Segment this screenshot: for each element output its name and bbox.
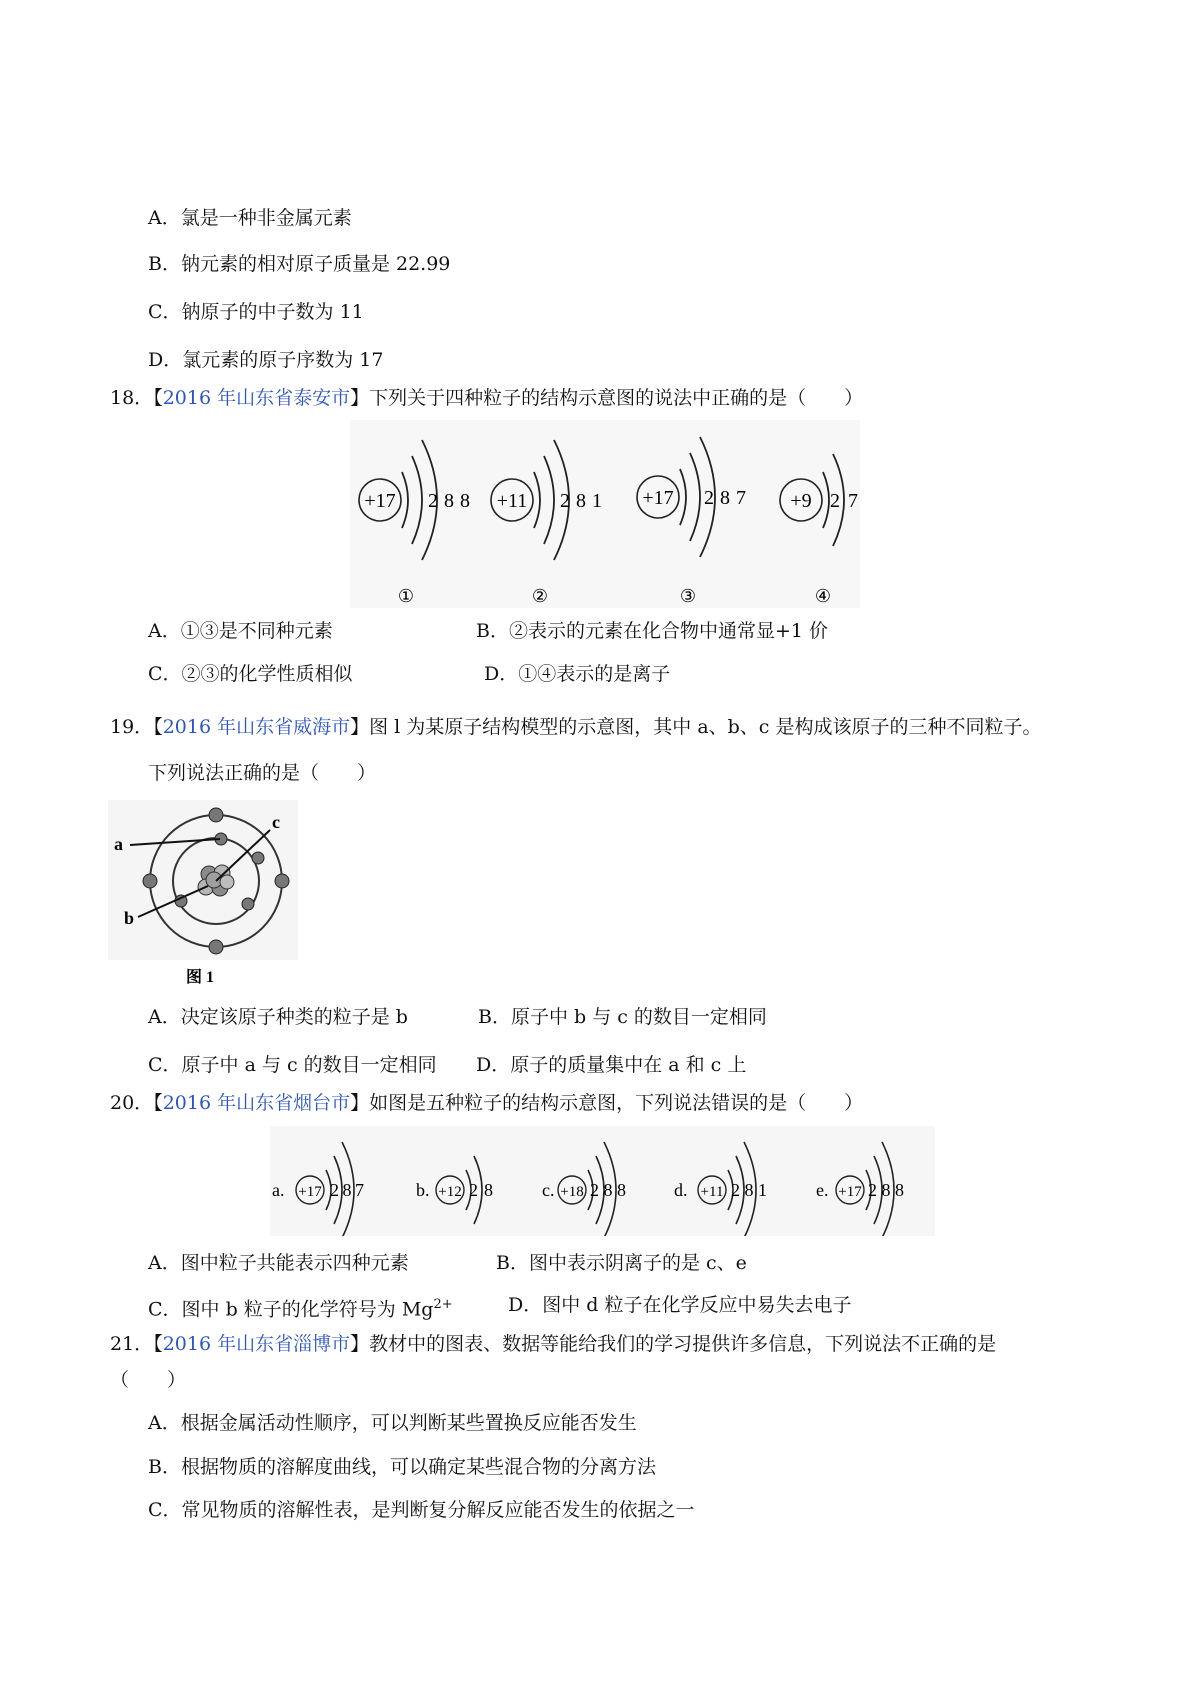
q20-option-c-text: C．图中 b 粒子的化学符号为 Mg — [148, 1298, 434, 1321]
q18-option-c: C．②③的化学性质相似 — [148, 663, 353, 685]
q21-bracket-open: 【 — [153, 1333, 163, 1355]
q18-bracket-open: 【 — [153, 387, 163, 409]
particle-letter: b. — [416, 1180, 430, 1200]
q20-option-d: D．图中 d 粒子在化学反应中易失去电子 — [508, 1294, 852, 1316]
q18-number: 18． — [110, 387, 154, 409]
q21-number: 21． — [110, 1333, 154, 1355]
q18-option-a: A．①③是不同种元素 — [148, 620, 333, 642]
electron-counts: 2 8 — [469, 1180, 493, 1200]
q19-bracket-close: 】 — [350, 716, 370, 738]
q20-option-c-charge: 2+ — [433, 1297, 453, 1312]
q18-stem: 下列关于四种粒子的结构示意图的说法中正确的是（ ） — [369, 387, 864, 409]
q21-option-c: C．常见物质的溶解性表，是判断复分解反应能否发生的依据之一 — [148, 1499, 695, 1521]
q19-stem: 图 l 为某原子结构模型的示意图，其中 a、b、c 是构成该原子的三种不同粒子。 — [369, 716, 1042, 738]
particle-letter: d. — [674, 1180, 688, 1200]
q17-option-c: C．钠原子的中子数为 11 — [148, 301, 364, 323]
q21-option-a: A．根据金属活动性顺序，可以判断某些置换反应能否发生 — [148, 1412, 637, 1434]
q19-atom-model-figure — [108, 800, 298, 988]
particle-letter: a. — [272, 1180, 285, 1200]
nucleus-charge: +17 — [642, 487, 674, 509]
electron-counts: 2 8 7 — [330, 1180, 364, 1200]
electron-counts: 2 7 — [830, 490, 858, 512]
nucleus-charge: +17 — [364, 490, 396, 512]
q21-stem: 教材中的图表、数据等能给我们的学习提供许多信息，下列说法不正确的是 — [369, 1333, 997, 1355]
q19-bracket-open: 【 — [153, 716, 163, 738]
q20-source: 2016 年山东省烟台市 — [162, 1092, 351, 1114]
q20-heading — [110, 1090, 863, 1116]
electron-counts: 2 8 8 — [590, 1180, 626, 1200]
electron-counts: 2 8 1 — [731, 1180, 767, 1200]
q19-option-d: D．原子的质量集中在 a 和 c 上 — [476, 1054, 747, 1076]
q19-option-c: C．原子中 a 与 c 的数目一定相同 — [148, 1054, 437, 1076]
electron-counts: 2 8 7 — [704, 487, 746, 509]
q20-number: 20． — [110, 1092, 154, 1114]
particle-label: ④ — [814, 586, 832, 606]
q18-heading — [110, 385, 863, 411]
q19-option-a: A．决定该原子种类的粒子是 b — [148, 1006, 408, 1028]
nucleus-charge: +11 — [700, 1184, 724, 1200]
q17-option-b: B．钠元素的相对原子质量是 22.99 — [148, 253, 451, 275]
particle-letter: e. — [816, 1180, 829, 1200]
q20-stem: 如图是五种粒子的结构示意图，下列说法错误的是（ ） — [369, 1092, 864, 1114]
q21-option-b: B．根据物质的溶解度曲线，可以确定某些混合物的分离方法 — [148, 1456, 656, 1478]
nucleus-charge: +12 — [438, 1184, 462, 1200]
particle-letter: c. — [542, 1180, 555, 1200]
q19-number: 19． — [110, 716, 154, 738]
q18-bracket-close: 】 — [350, 387, 370, 409]
q21-source: 2016 年山东省淄博市 — [162, 1333, 351, 1355]
q20-option-c — [148, 1292, 453, 1322]
nucleus-charge: +9 — [790, 490, 812, 512]
figure-caption: 图 1 — [186, 969, 215, 986]
q17-option-d: D．氯元素的原子序数为 17 — [148, 349, 384, 371]
q21-heading — [110, 1331, 996, 1357]
nucleus-charge: +18 — [560, 1184, 584, 1200]
electron-counts: 2 8 8 — [868, 1180, 904, 1200]
q19-heading — [110, 714, 1042, 740]
label-c: c — [272, 812, 280, 832]
electron-counts: 2 8 8 — [428, 490, 470, 512]
q18-option-d: D．①④表示的是离子 — [484, 663, 671, 685]
particle-label: ③ — [679, 586, 697, 606]
q19-option-b: B．原子中 b 与 c 的数目一定相同 — [478, 1006, 767, 1028]
q17-option-a: A．氯是一种非金属元素 — [148, 207, 352, 229]
q18-source: 2016 年山东省泰安市 — [162, 387, 351, 409]
label-b: b — [124, 908, 135, 928]
nucleus-charge: +17 — [838, 1184, 862, 1200]
q18-option-b: B．②表示的元素在化合物中通常显+1 价 — [476, 620, 829, 642]
particle-label: ① — [397, 586, 415, 606]
nucleus-charge: +11 — [496, 490, 528, 512]
label-a: a — [114, 834, 123, 854]
q21-bracket-close: 】 — [350, 1333, 370, 1355]
q20-bracket-close: 】 — [350, 1092, 370, 1114]
particle-label: ② — [531, 586, 549, 606]
q20-structure-figure — [270, 1126, 935, 1236]
electron-counts: 2 8 1 — [560, 490, 602, 512]
q20-option-b: B．图中表示阴离子的是 c、e — [496, 1252, 747, 1274]
q20-bracket-open: 【 — [153, 1092, 163, 1114]
q21-stem-line2: （ ） — [110, 1369, 187, 1391]
q19-stem-line2: 下列说法正确的是（ ） — [148, 762, 377, 784]
q20-option-a: A．图中粒子共能表示四种元素 — [148, 1252, 409, 1274]
nucleus-charge: +17 — [298, 1184, 322, 1200]
q19-source: 2016 年山东省威海市 — [162, 716, 351, 738]
q18-structure-figure — [350, 420, 860, 608]
